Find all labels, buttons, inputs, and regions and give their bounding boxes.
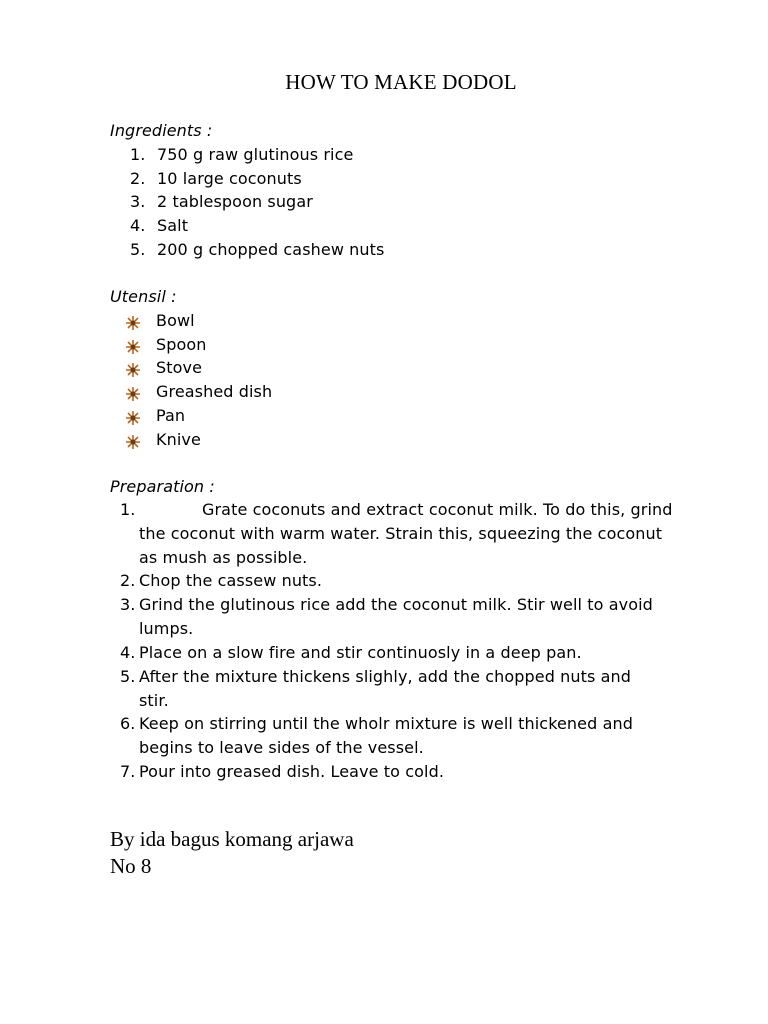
step-text-line: the coconut with warm water. Strain this, squeezing the coconut	[139, 524, 663, 543]
step-number: 7.	[120, 762, 136, 781]
step-text-line: as mush as possible.	[139, 548, 308, 567]
utensil-text: Stove	[156, 358, 203, 377]
ingredient-text: 10 large coconuts	[157, 169, 302, 188]
utensil-text: Spoon	[156, 335, 207, 354]
step-text-line: After the mixture thickens slighly, add the chopped nuts and	[139, 667, 632, 686]
ingredient-number: 4.	[130, 216, 146, 235]
step-number: 4.	[120, 643, 136, 662]
author-line: By ida bagus komang arjawa	[110, 827, 354, 851]
ingredient-number: 2.	[130, 169, 146, 188]
utensil-heading: Utensil :	[110, 287, 177, 306]
ingredient-number: 5.	[130, 240, 146, 259]
step-text-line: lumps.	[139, 619, 194, 638]
star-bullet-icon	[126, 411, 140, 425]
step-text-line: Pour into greased dish. Leave to cold.	[139, 762, 445, 781]
utensil-text: Pan	[156, 406, 186, 425]
ingredients-heading: Ingredients :	[110, 121, 213, 140]
page-title: HOW TO MAKE DODOL	[285, 70, 517, 94]
star-bullet-icon	[126, 340, 140, 354]
step-text-line: Chop the cassew nuts.	[139, 571, 323, 590]
utensil-text: Greashed dish	[156, 382, 273, 401]
step-text-line: Grate coconuts and extract coconut milk. To do this, grind	[202, 500, 673, 519]
ingredient-number: 3.	[130, 192, 146, 211]
ingredient-number: 1.	[130, 145, 146, 164]
step-number: 2.	[120, 571, 136, 590]
step-text-line: begins to leave sides of the vessel.	[139, 738, 424, 757]
ingredient-text: 2 tablespoon sugar	[157, 192, 313, 211]
star-bullet-icon	[126, 435, 140, 449]
ingredient-text: 750 g raw glutinous rice	[157, 145, 354, 164]
step-number: 6.	[120, 714, 136, 733]
ingredient-text: Salt	[157, 216, 189, 235]
star-bullet-icon	[126, 387, 140, 401]
utensil-text: Knive	[156, 430, 201, 449]
preparation-heading: Preparation :	[110, 477, 215, 496]
step-text-line: Keep on stirring until the wholr mixture is well thickened and	[139, 714, 633, 733]
utensil-text: Bowl	[156, 311, 195, 330]
step-number: 1.	[120, 500, 136, 519]
star-bullet-icon	[126, 316, 140, 330]
number-line: No 8	[110, 854, 152, 878]
step-text-line: stir.	[139, 691, 169, 710]
star-bullet-icon	[126, 363, 140, 377]
step-text-line: Place on a slow fire and stir continuosly in a deep pan.	[139, 643, 582, 662]
step-number: 3.	[120, 595, 136, 614]
step-number: 5.	[120, 667, 136, 686]
ingredient-text: 200 g chopped cashew nuts	[157, 240, 385, 259]
step-text-line: Grind the glutinous rice add the coconut milk. Stir well to avoid	[139, 595, 653, 614]
